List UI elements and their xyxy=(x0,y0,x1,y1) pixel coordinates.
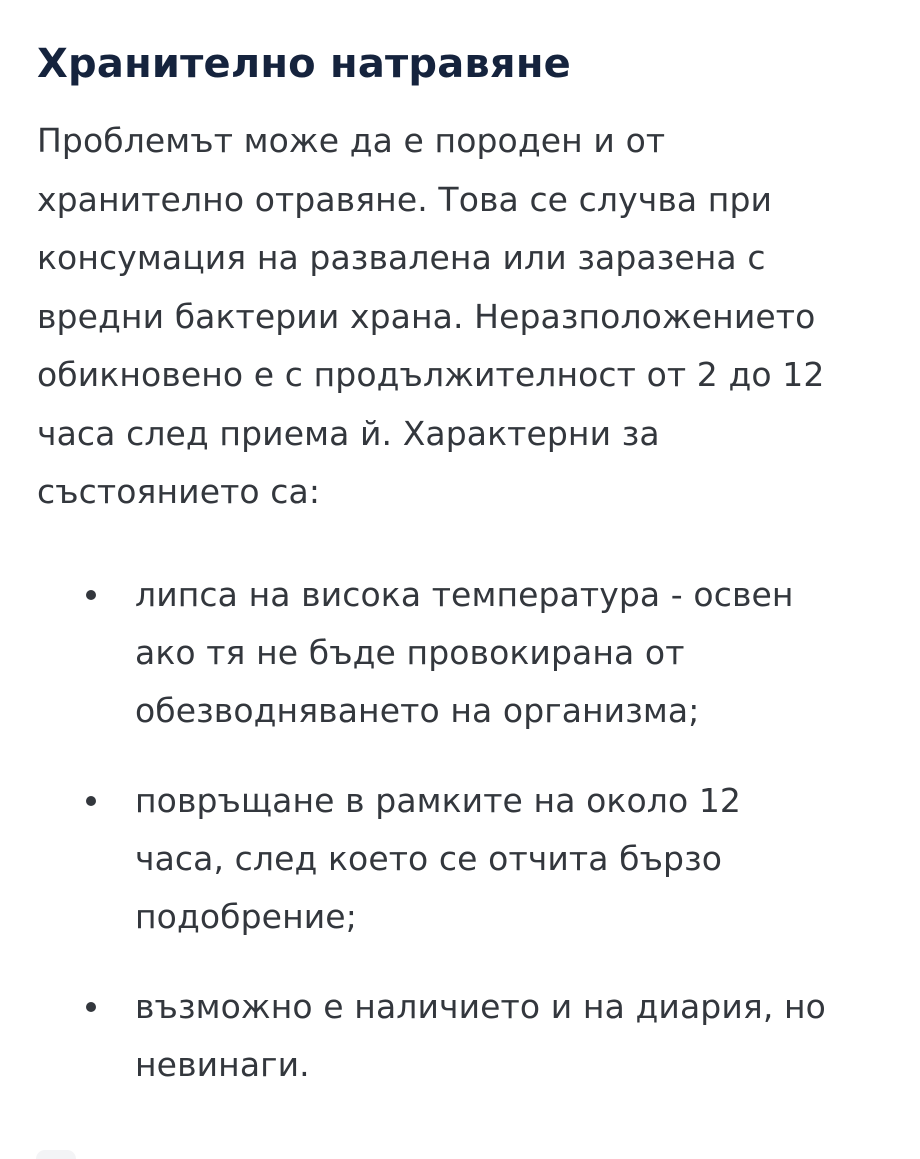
bullet-icon xyxy=(86,1002,96,1012)
list-item-line: часа, след което се отчита бързо xyxy=(135,838,723,878)
list-item-line: обезводняването на организма; xyxy=(135,690,700,730)
paragraph-line: вредни бактерии храна. Неразположението xyxy=(37,296,816,336)
list-item-line: липса на висока температура - освен xyxy=(135,574,794,614)
paragraph-line: хранително отравяне. Това се случва при xyxy=(37,179,773,219)
paragraph-line: часа след приема й. Характерни за xyxy=(37,413,660,453)
list-item-line: подобрение; xyxy=(135,896,357,936)
list-item xyxy=(37,978,887,1094)
list-item-line: ако тя не бъде провокирана от xyxy=(135,632,685,672)
section-heading: Хранително натравяне xyxy=(37,41,571,87)
symptom-list xyxy=(37,566,887,1094)
paragraph-line: консумация на развалена или заразена с xyxy=(37,238,766,277)
next-content-edge xyxy=(36,1150,76,1159)
list-item xyxy=(37,566,887,740)
list-item-line: невинаги. xyxy=(135,1044,310,1084)
intro-paragraph xyxy=(37,112,887,522)
paragraph-line: състоянието са: xyxy=(37,472,321,511)
paragraph-line: обикновено е с продължителност от 2 до 12 xyxy=(37,355,825,394)
bullet-icon xyxy=(86,590,96,600)
article xyxy=(37,0,887,1126)
paragraph-line: Проблемът може да е породен и от xyxy=(37,121,666,160)
list-item xyxy=(37,772,887,946)
list-item-line: повръщане в рамките на около 12 xyxy=(135,780,742,820)
list-item-line: възможно е наличието и на диария, но xyxy=(135,986,826,1026)
bullet-icon xyxy=(86,796,96,806)
